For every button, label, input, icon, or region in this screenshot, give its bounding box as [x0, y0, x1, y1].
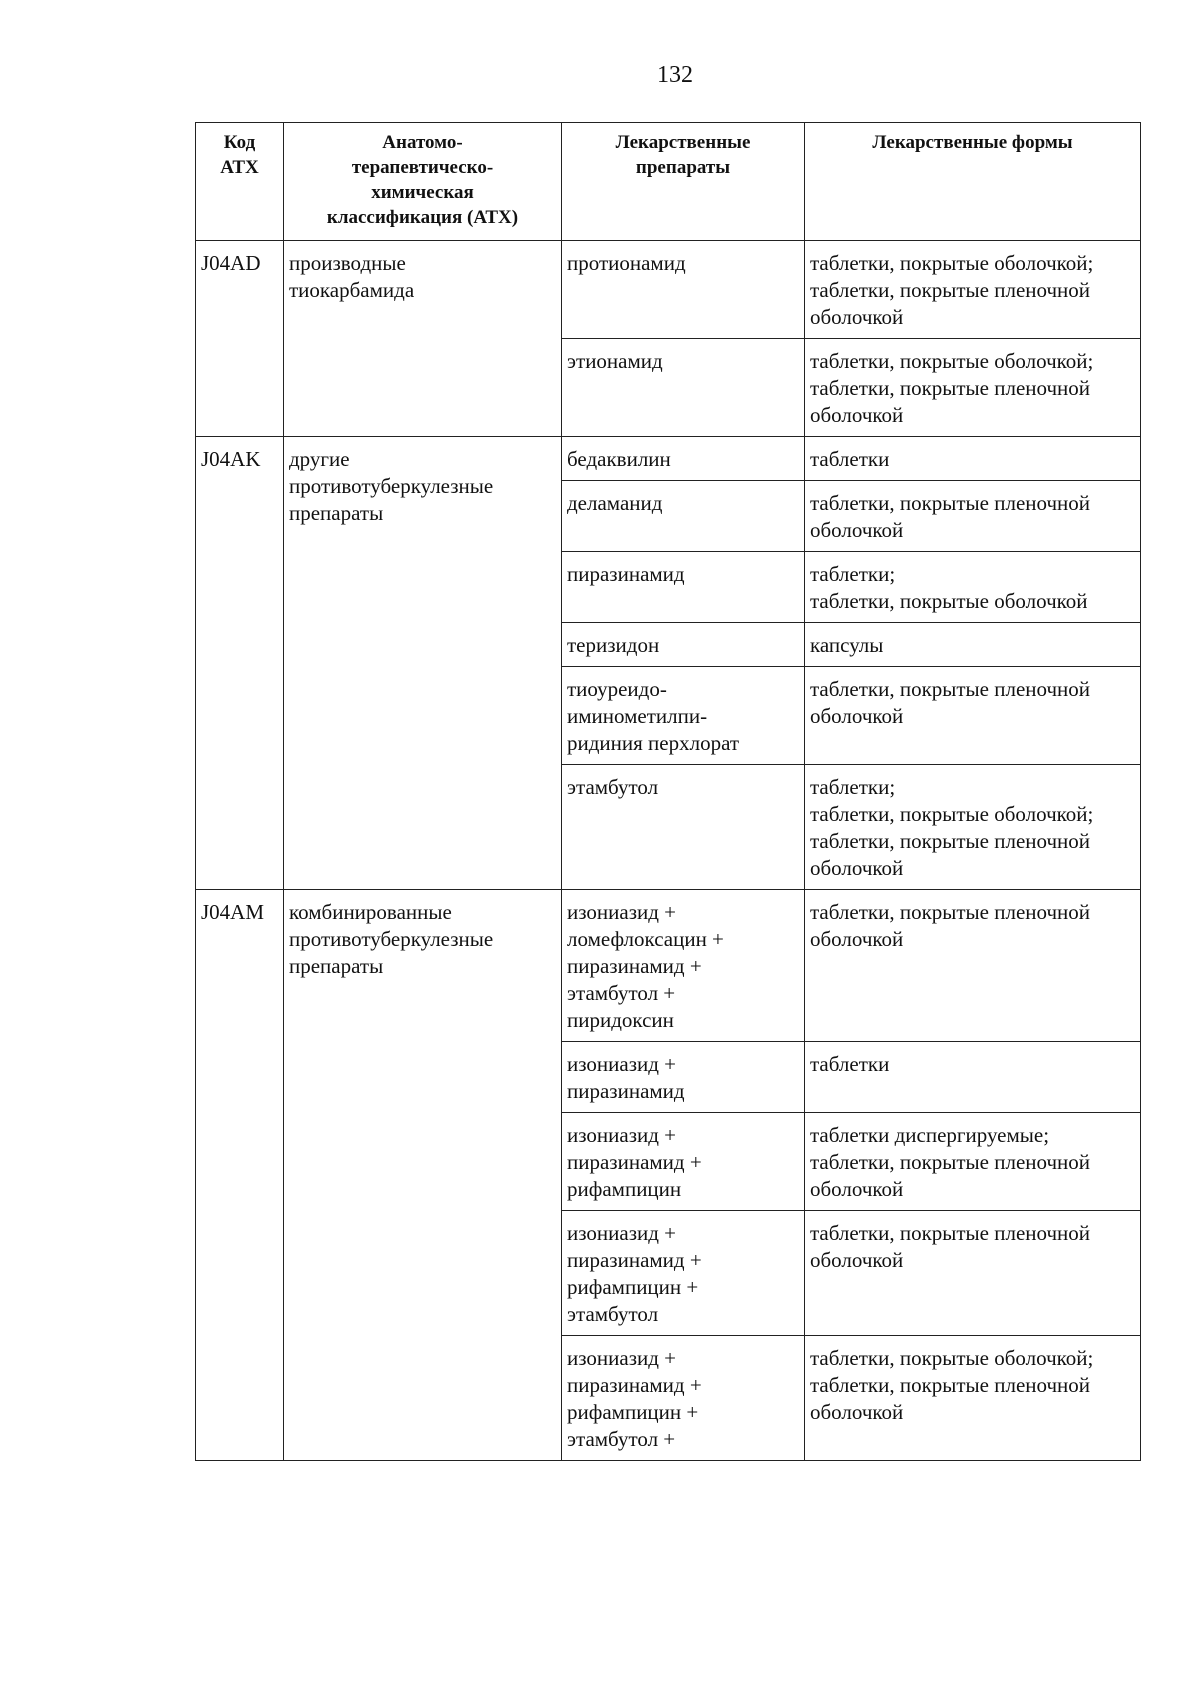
dosage-forms: таблетки, покрытые пленочной оболочкой: [805, 667, 1141, 765]
drug-name: изониазид + пиразинамид + рифампицин + этамбутол: [562, 1211, 805, 1336]
header-classification: Анатомо- терапевтическо- химическая классификация (АТХ): [284, 123, 562, 241]
atx-table: [195, 122, 1141, 1461]
atx-code: J04AD: [196, 241, 284, 437]
header-drugs: Лекарственные препараты: [562, 123, 805, 241]
header-row: [196, 123, 1141, 241]
dosage-forms: таблетки, покрытые оболочкой; таблетки, покрытые пленочной оболочкой: [805, 241, 1141, 339]
drug-name: тиоуреидо- иминометилпи- ридиния перхлорат: [562, 667, 805, 765]
table-row: [196, 241, 1141, 339]
dosage-forms: таблетки, покрытые пленочной оболочкой: [805, 1211, 1141, 1336]
drug-name: бедаквилин: [562, 437, 805, 481]
dosage-forms: таблетки; таблетки, покрытые оболочкой: [805, 552, 1141, 623]
table-body: [196, 241, 1141, 1461]
dosage-forms: таблетки: [805, 1042, 1141, 1113]
drug-name: теризидон: [562, 623, 805, 667]
drug-name: пиразинамид: [562, 552, 805, 623]
dosage-forms: таблетки, покрытые оболочкой; таблетки, покрытые пленочной оболочкой: [805, 1336, 1141, 1461]
atx-classification: производные тиокарбамида: [284, 241, 562, 437]
dosage-forms: капсулы: [805, 623, 1141, 667]
dosage-forms: таблетки диспергируемые; таблетки, покрытые пленочной оболочкой: [805, 1113, 1141, 1211]
table-row: [196, 890, 1141, 1042]
table-header: [196, 123, 1141, 241]
table-row: [196, 437, 1141, 481]
drug-name: изониазид + пиразинамид + рифампицин + этамбутол +: [562, 1336, 805, 1461]
header-forms: Лекарственные формы: [805, 123, 1141, 241]
drug-name: этионамид: [562, 339, 805, 437]
header-code: Код АТХ: [196, 123, 284, 241]
drug-name: деламанид: [562, 481, 805, 552]
atx-code: J04AM: [196, 890, 284, 1461]
drug-name: изониазид + пиразинамид: [562, 1042, 805, 1113]
drug-name: протионамид: [562, 241, 805, 339]
drug-name: изониазид + пиразинамид + рифампицин: [562, 1113, 805, 1211]
dosage-forms: таблетки; таблетки, покрытые оболочкой; таблетки, покрытые пленочной оболочкой: [805, 765, 1141, 890]
atx-classification: комбинированные противотуберкулезные препараты: [284, 890, 562, 1461]
atx-classification: другие противотуберкулезные препараты: [284, 437, 562, 890]
drug-name: этамбутол: [562, 765, 805, 890]
dosage-forms: таблетки, покрытые пленочной оболочкой: [805, 890, 1141, 1042]
page-number: 132: [657, 62, 693, 88]
atx-code: J04AK: [196, 437, 284, 890]
dosage-forms: таблетки, покрытые пленочной оболочкой: [805, 481, 1141, 552]
drug-name: изониазид + ломефлоксацин + пиразинамид + этамбутол + пиридоксин: [562, 890, 805, 1042]
dosage-forms: таблетки: [805, 437, 1141, 481]
dosage-forms: таблетки, покрытые оболочкой; таблетки, покрытые пленочной оболочкой: [805, 339, 1141, 437]
